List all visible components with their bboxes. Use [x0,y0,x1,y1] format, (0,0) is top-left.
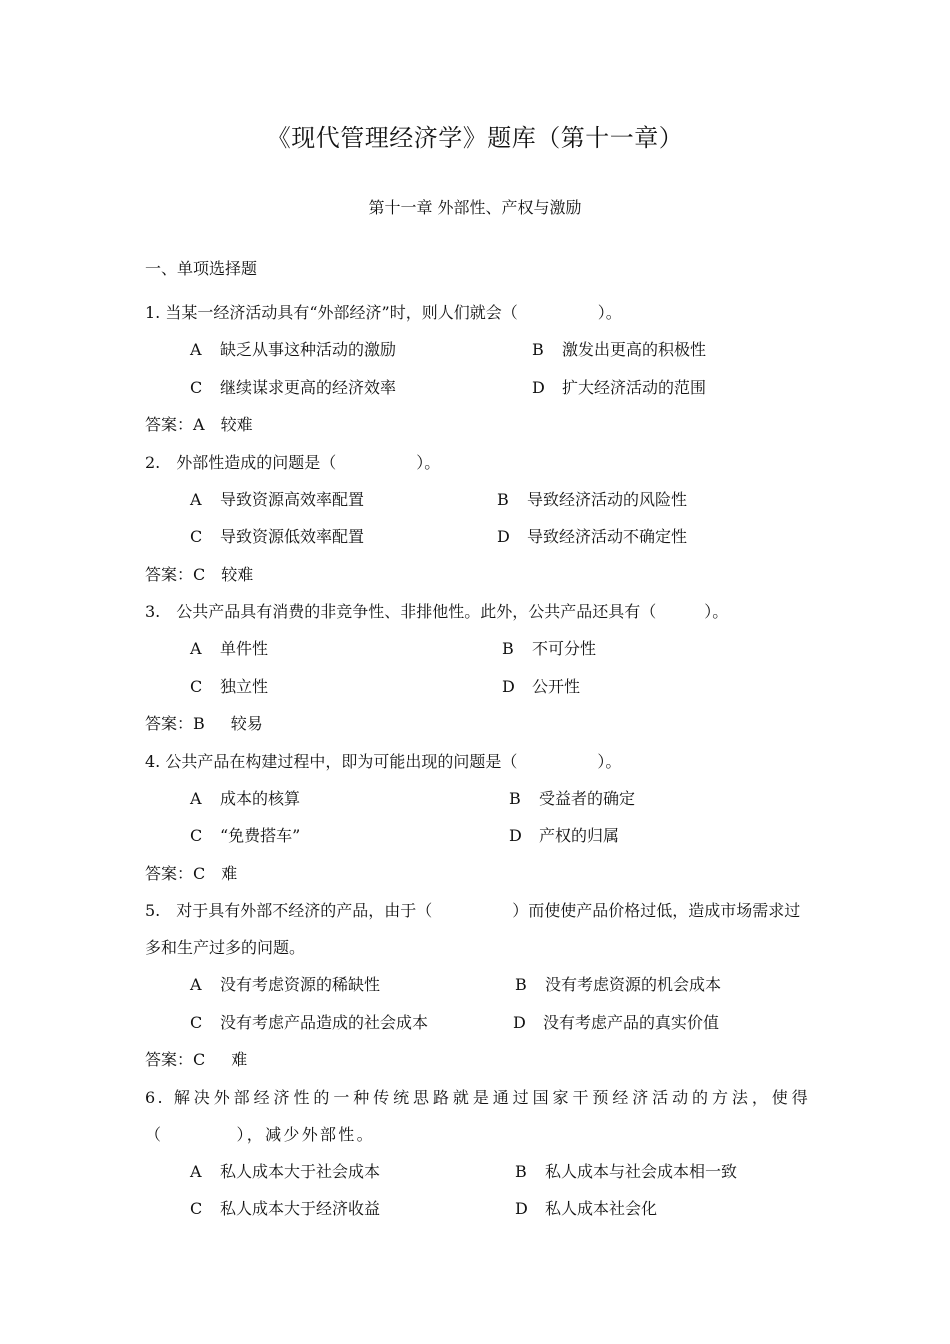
option-c [190,668,268,706]
option-text: 没有考虑产品的真实价值 [543,1012,720,1032]
answer-key: 答案：C [145,863,206,883]
option-d [513,1004,719,1042]
question-item [145,294,810,444]
option-letter: D [509,826,522,845]
difficulty-label: 难 [221,863,238,883]
option-text: 私人成本大于经济收益 [220,1199,381,1218]
answer-line [145,556,810,594]
option-text: 私人成本社会化 [545,1199,658,1218]
option-d [532,369,706,407]
option-letter: C [190,377,203,397]
answer-line [145,855,810,893]
option-text: 不可分性 [532,639,597,658]
difficulty-label: 难 [231,1050,248,1069]
question-text: 6. 解决外部经济性的一种传统思路就是通过国家干预经济活动的方法，使得（ ），减少外部性。 [145,1087,810,1144]
option-text: 单件性 [220,639,269,658]
difficulty-label: 较难 [221,564,254,584]
option-letter: D [497,527,510,546]
question-list [145,294,810,1228]
option-text: 导致经济活动不确定性 [527,527,688,546]
answer-key: 答案：A [145,415,205,434]
chapter-heading: 第十一章 外部性、产权与激励 [368,198,582,217]
question-text: 4. 公共产品在构建过程中，即为可能出现的问题是（ ）。 [145,751,622,771]
answer-line [145,1041,810,1079]
option-text: “免费搭车” [220,826,301,845]
answer-key: 答案：C [145,564,206,584]
question-text: 3. 公共产品具有消费的非竞争性、非排他性。此外，公共产品还具有（ ）。 [145,602,729,621]
option-row [145,369,810,407]
answer-line [145,705,810,743]
option-text: 激发出更高的积极性 [562,340,707,359]
option-text: 扩大经济活动的范围 [562,377,707,397]
option-b [509,780,635,818]
option-row [145,1004,810,1042]
option-letter: A [190,639,202,658]
option-text: 成本的核算 [220,788,301,808]
option-letter: B [502,639,514,658]
option-b [515,966,721,1004]
option-row [145,630,810,668]
difficulty-label: 较易 [230,714,263,733]
option-text: 导致资源高效率配置 [220,489,365,509]
option-d [509,817,619,855]
option-row [145,668,810,706]
option-letter: D [532,377,545,397]
option-letter: C [190,1199,203,1218]
option-letter: D [502,676,515,696]
option-b [532,331,706,369]
option-row [145,817,810,855]
option-text: 公开性 [532,676,581,696]
option-text: 私人成本与社会成本相一致 [545,1161,738,1181]
option-text: 受益者的确定 [539,788,636,808]
option-d [515,1190,657,1228]
question-text: 1. 当某一经济活动具有“外部经济”时，则人们就会（ ）。 [145,303,622,322]
difficulty-label: 较难 [220,415,253,434]
option-letter: C [190,527,203,546]
option-text: 缺乏从事这种活动的激励 [220,340,397,359]
option-text: 导致资源低效率配置 [220,527,365,546]
option-a [190,966,380,1004]
option-row [145,518,810,556]
option-row [145,1190,810,1228]
section-heading: 一、单项选择题 [145,259,258,278]
option-letter: C [190,676,203,696]
option-row [145,780,810,818]
option-letter: B [497,489,509,509]
option-b [497,481,687,519]
option-row [145,1153,810,1191]
option-row [145,331,810,369]
option-a [190,1153,380,1191]
option-c [190,1004,428,1042]
option-letter: A [190,788,202,808]
option-letter: D [515,1199,528,1218]
option-a [190,780,300,818]
option-text: 产权的归属 [539,826,620,845]
question-item [145,892,810,1079]
option-row [145,966,810,1004]
option-text: 私人成本大于社会成本 [220,1161,381,1181]
answer-line [145,406,810,444]
option-letter: B [515,1161,527,1181]
option-b [502,630,596,668]
option-letter: C [190,826,203,845]
option-letter: A [190,1161,202,1181]
option-row [145,481,810,519]
option-text: 没有考虑资源的机会成本 [545,975,722,994]
option-letter: B [509,788,521,808]
answer-key: 答案：B [145,714,205,733]
option-c [190,518,364,556]
question-text: 2. 外部性造成的问题是（ ）。 [145,452,441,472]
option-text: 导致经济活动的风险性 [527,489,688,509]
option-letter: A [190,489,202,509]
option-text: 没有考虑产品造成的社会成本 [220,1012,429,1032]
option-text: 独立性 [220,676,269,696]
option-text: 没有考虑资源的稀缺性 [220,975,381,994]
option-letter: B [532,340,544,359]
option-a [190,630,268,668]
question-item [145,444,810,594]
question-text: 5. 对于具有外部不经济的产品，由于（ ）而使使产品价格过低，造成市场需求过多和生产过多的问题。 [145,901,801,957]
option-letter: B [515,975,527,994]
option-d [502,668,580,706]
option-c [190,369,396,407]
answer-key: 答案：C [145,1050,206,1069]
option-letter: D [513,1012,526,1032]
option-c [190,817,300,855]
document-title: 《现代管理经济学》题库（第十一章） [266,124,684,152]
question-item [145,1079,810,1228]
question-item [145,743,810,893]
option-letter: A [190,340,202,359]
option-text: 继续谋求更高的经济效率 [220,377,397,397]
option-a [190,481,364,519]
option-letter: A [190,975,202,994]
option-b [515,1153,737,1191]
option-a [190,331,396,369]
question-item [145,593,810,743]
option-c [190,1190,380,1228]
option-d [497,518,687,556]
option-letter: C [190,1012,203,1032]
